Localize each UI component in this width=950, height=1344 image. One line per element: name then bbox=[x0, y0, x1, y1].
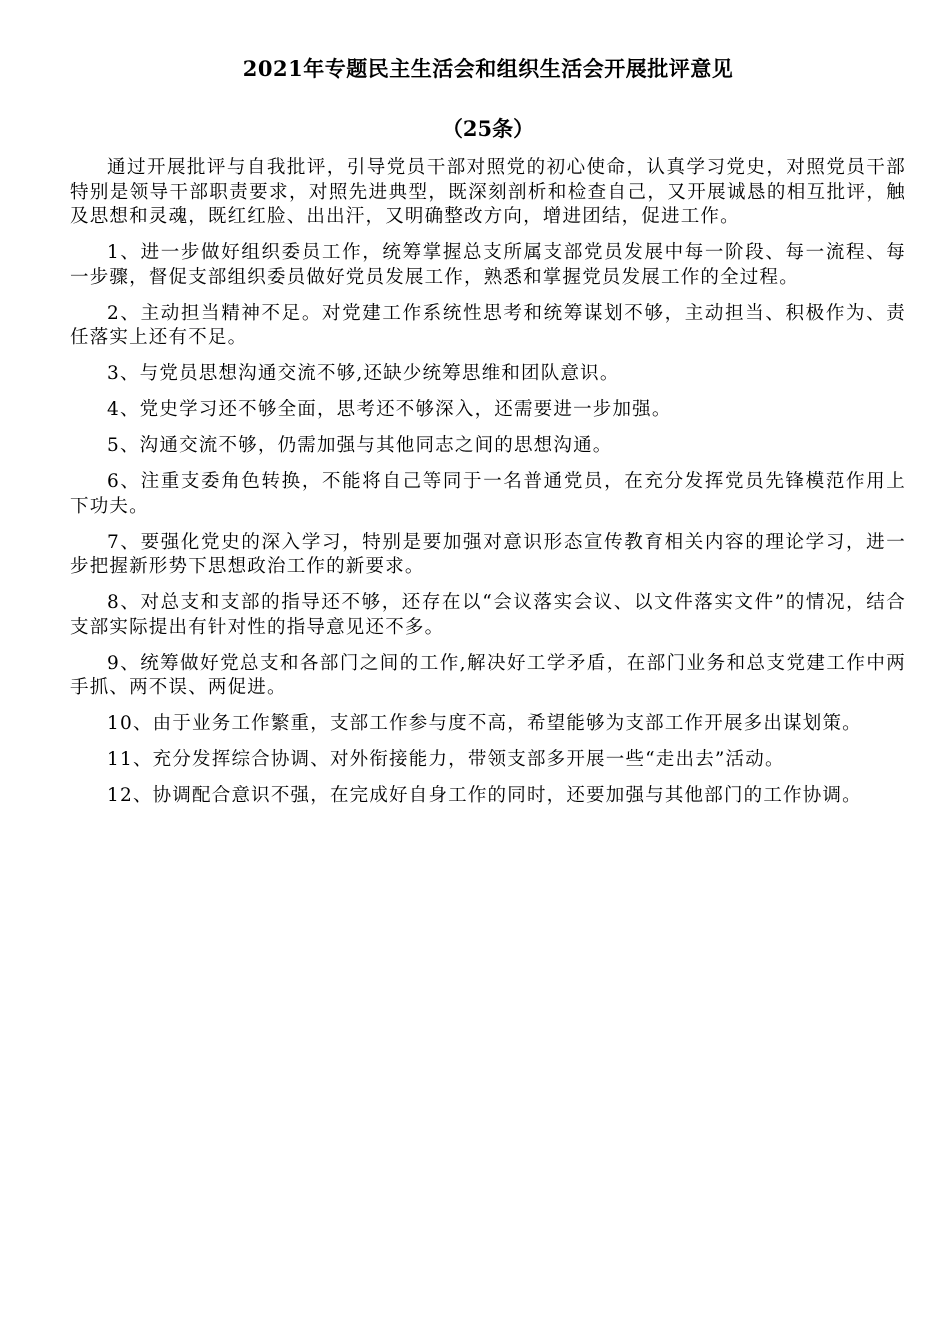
document-subtitle: （25条） bbox=[441, 116, 535, 141]
list-item: 5、沟通交流不够，仍需加强与其他同志之间的思想沟通。 bbox=[107, 435, 613, 456]
document-page bbox=[70, 52, 906, 820]
intro-paragraph: 通过开展批评与自我批评，引导党员干部对照党的初心使命，认真学习党史，对照党员干部特别是领导干部职责要求，对照先进典型，既深刻剖析和检查自己，又开展诚恳的相互批评，触及思想和灵魂，既红红脸、出出汗，又明确整改方向，增进团结，促进工作。 bbox=[70, 157, 906, 227]
list-item: 6、注重支委角色转换，不能将自己等同于一名普通党员，在充分发挥党员先锋模范作用上下功夫。 bbox=[70, 471, 906, 517]
list-item: 2、主动担当精神不足。对党建工作系统性思考和统筹谋划不够，主动担当、积极作为、责任落实上还有不足。 bbox=[70, 302, 906, 348]
list-item: 7、要强化党史的深入学习，特别是要加强对意识形态宣传教育相关内容的理论学习，进一步把握新形势下思想政治工作的新要求。 bbox=[70, 531, 906, 577]
document-title: 2021年专题民主生活会和组织生活会开展批评意见 bbox=[242, 56, 734, 81]
list-item: 10、由于业务工作繁重，支部工作参与度不高，希望能够为支部工作开展多出谋划策。 bbox=[107, 713, 862, 734]
list-item: 4、党史学习还不够全面，思考还不够深入，还需要进一步加强。 bbox=[107, 399, 672, 420]
list-item: 8、对总支和支部的指导还不够，还存在以“会议落实会议、以文件落实文件”的情况，结合支部实际提出有针对性的指导意见还不多。 bbox=[70, 592, 906, 638]
list-item: 11、充分发挥综合协调、对外衔接能力，带领支部多开展一些“走出去”活动。 bbox=[107, 749, 785, 770]
list-item: 9、统筹做好党总支和各部门之间的工作,解决好工学矛盾，在部门业务和总支党建工作中两手抓、两不误、两促进。 bbox=[70, 652, 906, 698]
list-item: 12、协调配合意识不强，在完成好自身工作的同时，还要加强与其他部门的工作协调。 bbox=[107, 785, 862, 806]
list-item: 1、进一步做好组织委员工作，统筹掌握总支所属支部党员发展中每一阶段、每一流程、每一步骤，督促支部组织委员做好党员发展工作，熟悉和掌握党员发展工作的全过程。 bbox=[70, 242, 906, 288]
list-item: 3、与党员思想沟通交流不够,还缺少统筹思维和团队意识。 bbox=[107, 363, 620, 384]
